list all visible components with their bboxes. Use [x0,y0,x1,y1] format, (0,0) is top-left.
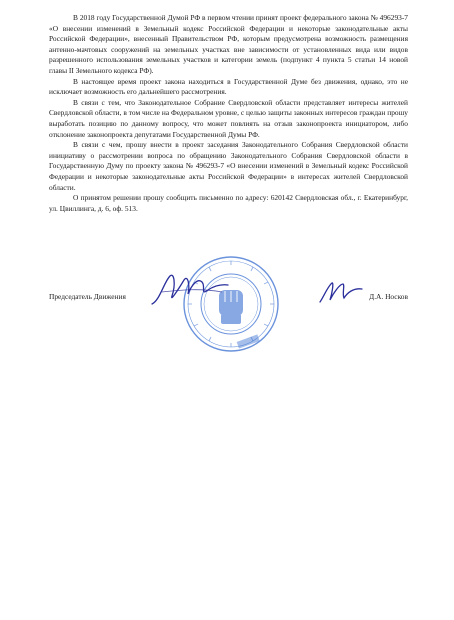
paragraph-reply-address: О принятом решении прошу сообщить письменно по адресу: 620142 Свердловская обл., г. Екатеринбург, ул. Цвиллинга, д. 6, оф. 513. [49,193,408,213]
paragraph-bill-adoption: В 2018 году Государственной Думой РФ в первом чтении принят проект федерального закона № 496293-7 «О внесении изменений в Земельный кодекс Российской Федерации и некоторые законодательные акты Российской Федерации», внесенный Правительством РФ, которым предусмотрена возможность размещения антенно-мачтовых сооружений на земельных участках вне зависимости от установленных вида или видов разрешенного использования земельных участков и категории земель (подпункт 4 пункта 5 статьи 14 новой главы II Земельного кодекса РФ). [49,13,408,75]
paragraph-request-position: В связи с тем, что Законодательное Собрание Свердловской области представляет интересы жителей Свердловской области, в том числе на Федеральном уровне, с целью защиты законных интересов граждан прошу выработать позицию по данному вопросу, что может повлиять на отзыв законопроекта инициатором, либо отклонение законопроекта депутатами Государственной Думы РФ. [49,97,408,139]
paragraph-request-agenda: В связи с чем, прошу внести в проект заседания Законодательного Собрания Свердловской области инициативу о рассмотрении вопроса по обращению Законодательного Собрания Свердловской области в Государственную Думу по проекту закона № 496293-7 «О внесении изменений в Земельный кодекс Российской Федерации и некоторые законодательные акты Российской Федерации» в интересах жителей Свердловской области. [49,140,408,192]
paragraph-current-status: В настоящее время проект закона находиться в Государственной Думе без движения, однако, это не исключает возможность его дальнейшего рассмотрения. [49,76,408,97]
signature-block [49,292,408,312]
letter-body [49,13,408,214]
signatory-name: Д.А. Носков [369,292,408,301]
signatory-title: Председатель Движения [49,292,126,301]
